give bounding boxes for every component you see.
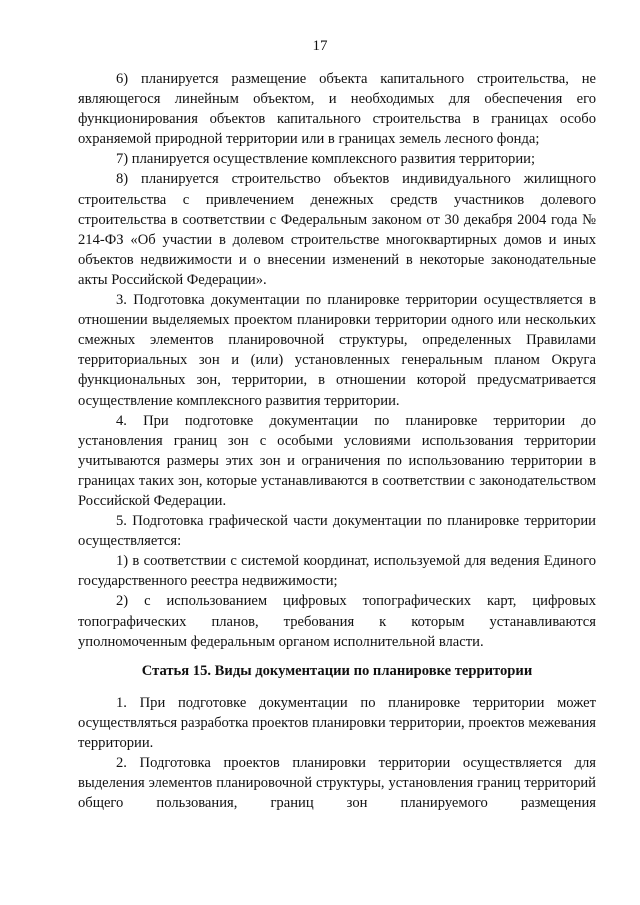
paragraph-clause-4: 4. При подготовке документации по планировке территории до установления границ зон с особыми условиями использования территории учитываются размеры этих зон и ограничения по использованию территории в границах таких зон, которые устанавливаются в соответствии с законодательством Российской Федерации. [78, 412, 596, 509]
paragraph-item-8: 8) планируется строительство объектов индивидуального жилищного строительства с привлечением денежных средств участников долевого строительства в соответствии с Федеральным законом от 30 декабря 2004 года № 214-ФЗ «Об участии в долевом строительстве многоквартирных домов и иных объектов недвижимости и о внесении изменений в некоторые законодательные акты Российской Федерации». [78, 171, 596, 288]
paragraph-item-7: 7) планируется осуществление комплексного развития территории; [116, 151, 536, 168]
paragraph-clause-5-item-2: 2) с использованием цифровых топографических карт, цифровых топографических планов, требования к которым устанавливаются уполномоченным федеральным органом исполнительной власти. [78, 593, 596, 650]
paragraph-article-15-clause-2: 2. Подготовка проектов планировки территории осуществляется для выделения элементов планировочной структуры, установления границ территорий общего пользования, границ зон планируемого размещения [78, 755, 596, 812]
paragraph-clause-5-item-1: 1) в соответствии с системой координат, используемой для ведения Единого государственного реестра недвижимости; [78, 553, 596, 590]
document-body [78, 69, 596, 813]
paragraph-item-6: 6) планируется размещение объекта капитального строительства, не являющегося линейным объектом, и необходимых для обеспечения его функционирования объектов капитального строительства в границах особо охраняемой природной территории или в границах земель лесного фонда; [78, 71, 596, 148]
page-number: 17 [312, 38, 328, 54]
paragraph-clause-3: 3. Подготовка документации по планировке территории осуществляется в отношении выделяемых проектом планировки территории одного или нескольких смежных элементов планировочной структуры, определенных Правилами территориальных зон и (или) установленных генеральным планом Округа функциональных зон, территории, в отношении которой предусматривается осуществление комплексного развития территории. [78, 292, 596, 409]
paragraph-article-15-clause-1: 1. При подготовке документации по планировке территории может осуществляться разработка проектов планировки территории, проектов межевания территории. [78, 694, 596, 751]
paragraph-clause-5: 5. Подготовка графической части документации по планировке территории осуществляется: [78, 513, 596, 550]
article-heading: Статья 15. Виды документации по планировке территории [141, 662, 533, 679]
